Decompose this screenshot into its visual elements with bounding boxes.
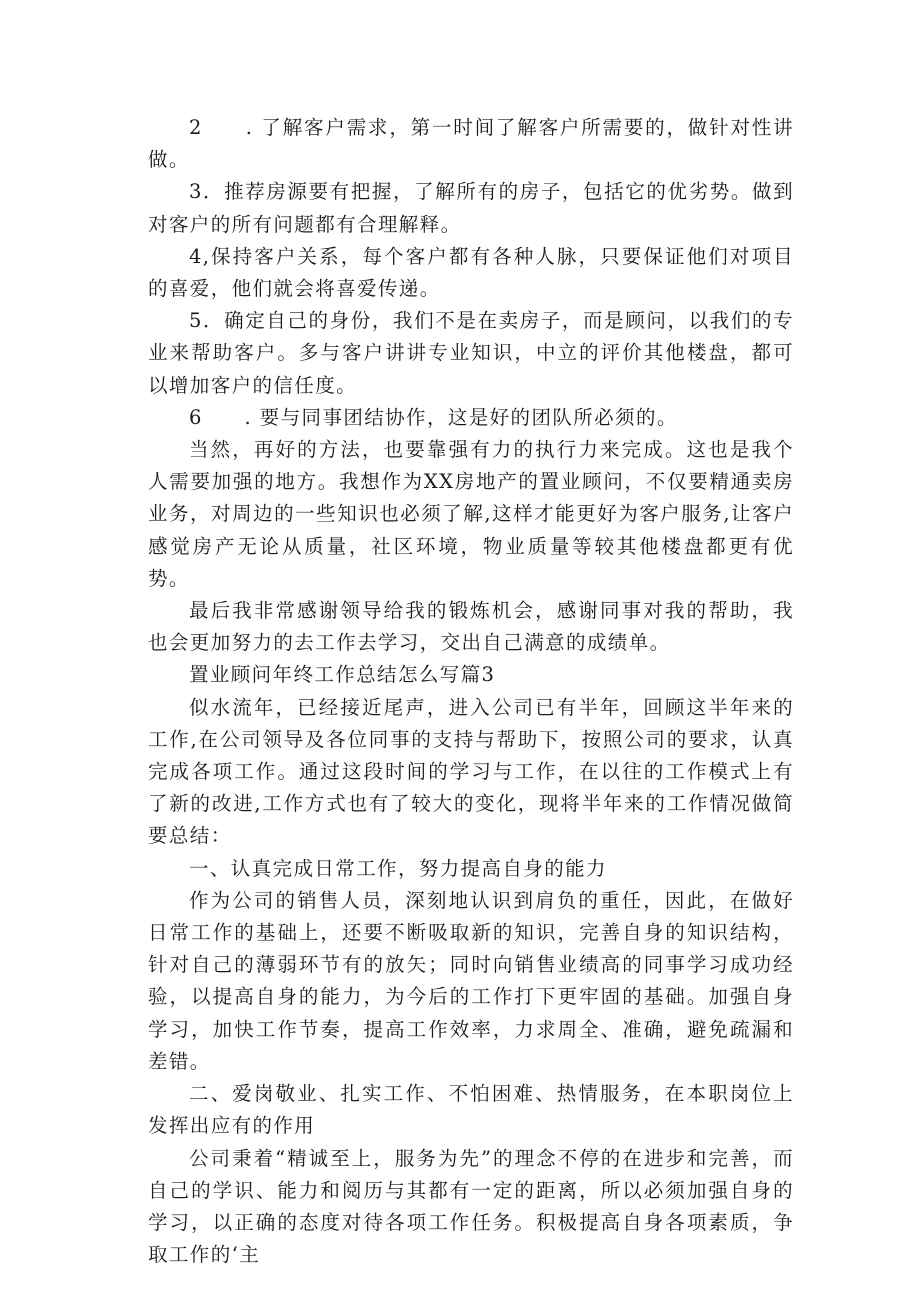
document-body bbox=[148, 112, 794, 1271]
section-title: 置业顾问年终工作总结怎么写篇3 bbox=[188, 663, 496, 687]
paragraph-tip-5: 5．确定自己的身份，我们不是在卖房子，而是顾问，以我们的专业来帮助客户。多与客户讲讲专业知识，中立的评价其他楼盘，都可以增加客户的信任度。 bbox=[148, 309, 794, 397]
section-heading-2: 二、爱岗敬业、扎实工作、不怕困难、热情服务，在本职岗位上发挥出应有的作用 bbox=[148, 1082, 794, 1138]
paragraph-execution: 当然，再好的方法，也要靠强有力的执行力来完成。这也是我个人需要加强的地方。我想作为XX房地产的置业顾问，不仅要精通卖房业务，对周边的一些知识也必须了解,这样才能更好为客户服务,让客户感觉房产无论从质量，社区环境，物业质量等较其他楼盘都更有优势。 bbox=[148, 438, 794, 590]
section-heading-1: 一、认真完成日常工作，努力提高自身的能力 bbox=[188, 856, 607, 880]
paragraph-tip-2: 2 . 了解客户需求，第一时间了解客户所需要的，做针对性讲做。 bbox=[148, 116, 794, 172]
paragraph-intro: 似水流年，已经接近尾声，进入公司已有半年，回顾这半年来的工作,在公司领导及各位同事的支持与帮助下，按照公司的要求，认真完成各项工作。通过这段时间的学习与工作，在以往的工作模式上有了新的改进,工作方式也有了较大的变化，现将半年来的工作情况做简要总结： bbox=[148, 695, 794, 848]
paragraph-tip-6: 6 . 要与同事团结协作，这是好的团队所必须的。 bbox=[188, 405, 678, 429]
paragraph-company-philosophy: 公司秉着“精诚至上，服务为先”的理念不停的在进步和完善，而自己的学识、能力和阅历与其都有一定的距离，所以必须加强自身的学习，以正确的态度对待各项工作任务。积极提高自身各项素质，争取工作的‘主 bbox=[148, 1146, 794, 1267]
paragraph-tip-4: 4,保持客户关系，每个客户都有各种人脉，只要保证他们对项目的喜爱，他们就会将喜爱传递。 bbox=[148, 244, 794, 301]
paragraph-sales-role: 作为公司的销售人员，深刻地认识到肩负的重任，因此，在做好日常工作的基础上，还要不断吸取新的知识，完善自身的知识结构，针对自己的薄弱环节有的放矢；同时向销售业绩高的同事学习成功经验，以提高自身的能力，为今后的工作打下更牢固的基础。加强自身学习，加快工作节奏，提高工作效率，力求周全、准确，避免疏漏和差错。 bbox=[148, 888, 794, 1073]
paragraph-tip-3: 3．推荐房源要有把握，了解所有的房子，包括它的优劣势。做到对客户的所有问题都有合理解释。 bbox=[148, 180, 794, 236]
paragraph-thanks: 最后我非常感谢领导给我的锻炼机会，感谢同事对我的帮助，我也会更加努力的去工作去学习，交出自己满意的成绩单。 bbox=[148, 599, 794, 655]
